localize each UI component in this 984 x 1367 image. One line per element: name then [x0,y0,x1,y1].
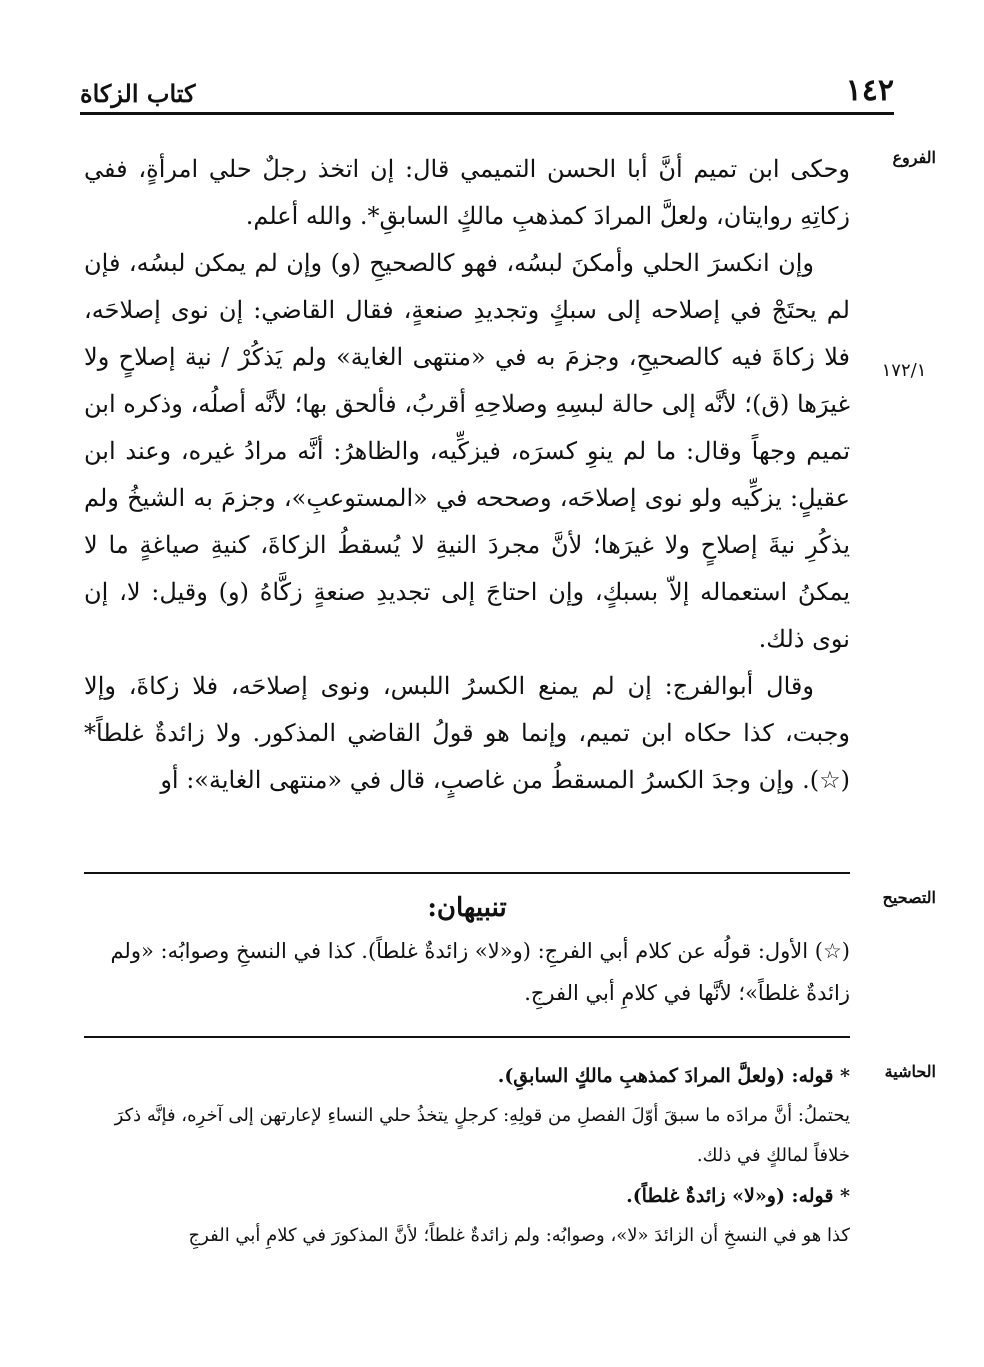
page-header [80,68,894,108]
main-paragraph-3: وقال أبوالفرج: إن لم يمنع الكسرُ اللبس، ونوى إصلاحَه، فلا زكاةَ، وإلا وجبت، كذا حكاه ابن تميم، وإنما هو قولُ القاضي المذكور. ولا زائدةٌ غلطاً*(☆). وإن وجدَ الكسرُ المسقطُ من غاصبٍ، قال في «منتهى الغاية»: أو [84,672,850,794]
label-hashiya: الحاشية [884,1062,936,1081]
header-rule [80,112,894,115]
hashiya-note1-text: يحتملُ: أنَّ مرادَه ما سبقَ أوّلَ الفصلِ من قولِهِ: كرجلٍ يتخذُ حلي النساءِ لإعارتهن إلى آخرِه، فإنَّه ذكرَ خلافاً لمالكٍ في ذلك. [114,1105,850,1166]
hashiya-section [84,1056,850,1256]
tashih-text: (☆) الأول: قولُه عن كلام أبي الفرجِ: (و«لا» زائدةٌ غلطاً). كذا في النسخِ وصوابُه: «ولم زائدةٌ غلطاً»؛ لأنَّها في كلامِ أبي الفرجِ. [110,939,850,1005]
section-rule-hashiya [84,1036,850,1038]
page-number: ١٤٢ [845,73,894,108]
tashih-section [84,886,850,1014]
hashiya-note2-head: * قوله: (و«لا» زائدةٌ غلطاً). [626,1185,850,1207]
margin-volume-page-ref: ١٧٢/١ [881,360,927,381]
hashiya-note2-text: كذا هو في النسخِ أن الزائدَ «لا»، وصوابُه: ولم زائدةٌ غلطاً؛ لأنَّ المذكورَ في كلامِ أبي الفرجِ [188,1225,850,1246]
label-tashih: التصحيح [882,888,936,907]
tashih-title: تنبيهان: [427,893,507,923]
main-paragraph-1: وحكى ابن تميم أنَّ أبا الحسن التميمي قال: إن اتخذ رجلٌ حلي امرأةٍ، ففي زكاتِهِ روايتان، ولعلَّ المرادَ كمذهبِ مالكٍ السابقِ*. والله أعلم. [84,155,850,230]
section-rule-tashih [84,872,850,874]
hashiya-note1-head: * قوله: (ولعلَّ المرادَ كمذهبِ مالكٍ السابقِ). [497,1065,850,1087]
label-furu: الفروع [892,148,936,167]
book-title: كتاب الزكاة [80,79,196,108]
main-paragraph-2: وإن انكسرَ الحلي وأمكنَ لبسُه، فهو كالصحيحِ (و) وإن لم يمكن لبسُه، فإن لم يحتَجْ في إصلاحه إلى سبكٍ وتجديدِ صنعةٍ، فقال القاضي: إن نوى إصلاحَه، فلا زكاةَ فيه كالصحيحِ، وجزمَ به في «منتهى الغاية» ولم يَذكُرْ / نية إصلاحٍ ولا غيرَها (ق)؛ لأنَّه إلى حالة لبسِهِ وصلاحِهِ أقربُ، فألحق بها؛ لأنَّه أصلُه، وذكره ابن تميم وجهاً وقال: ما لم ينوِ كسرَه، فيزكِّيه، والظاهرُ: أنَّه مرادُ غيره، وعند ابن عقيلٍ: يزكِّيه ولو نوى إصلاحَه، وصححه في «المستوعبِ»، وجزمَ به الشيخُ ولم يذكُرِ نيةَ إصلاحٍ ولا غيرَها؛ لأنَّ مجردَ النيةِ لا يُسقطُ الزكاةَ، كنيةِ صياغةٍ ما لا يمكنُ استعماله إلاّ بسبكٍ، وإن احتاجَ إلى تجديدِ صنعةٍ زكَّاهُ (و) وقيل: لا، إن نوى ذلك. [84,249,850,653]
main-text [84,146,850,804]
